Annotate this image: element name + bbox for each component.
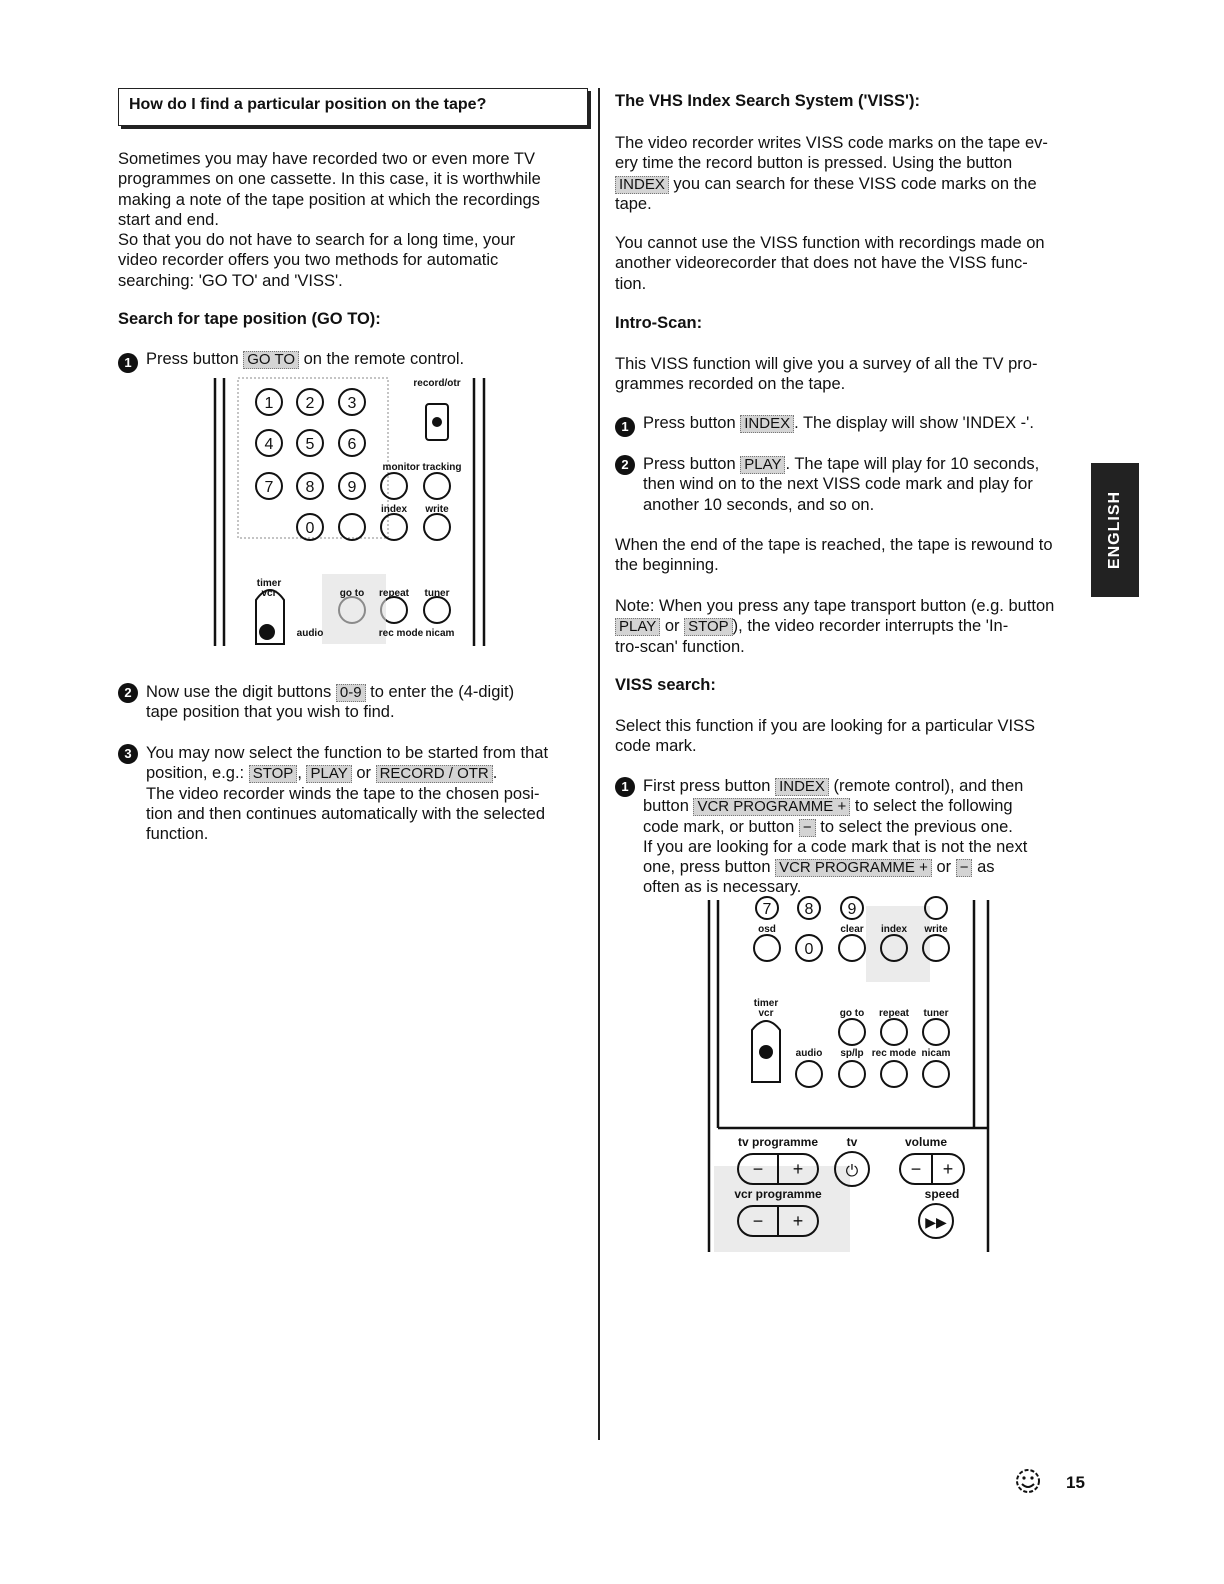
label-recmode: rec mode <box>378 628 424 639</box>
text: tion and then continues automatically with the selected <box>146 804 545 823</box>
text: If you are looking for a code mark that is not the next <box>643 837 1028 856</box>
text: . <box>492 764 498 783</box>
digit-9: 9 <box>847 901 857 918</box>
digit-0: 0 <box>804 941 814 958</box>
text: the beginning. <box>615 556 719 575</box>
text: The video recorder writes VISS code marks on the tape ev- <box>615 134 1048 152</box>
svg-text:−: − <box>752 1159 764 1179</box>
language-tab-label: ENGLISH <box>1106 490 1123 570</box>
label-osd: osd <box>758 924 776 935</box>
text-line: programmes on one cassette. In this case, it is worthwhile <box>118 170 541 189</box>
text: This VISS function will give you a survey of all the TV pro- <box>615 355 1038 373</box>
text-line: So that you do not have to search for a long time, your <box>118 231 516 250</box>
play-key: PLAY <box>740 456 785 474</box>
intro-scan-paragraph <box>615 354 1085 395</box>
text: Press button <box>643 455 741 473</box>
text: (remote control), and then <box>828 777 1024 795</box>
language-tab <box>1091 463 1139 597</box>
label-clear: clear <box>840 924 864 935</box>
digit-8: 8 <box>804 901 814 918</box>
svg-text:⏻: ⏻ <box>845 1163 859 1180</box>
viss-paragraph-2 <box>615 233 1085 294</box>
viss-search-step-1 <box>615 776 1095 898</box>
text: to enter the (4-digit) <box>365 683 515 701</box>
svg-text:▶▶: ▶▶ <box>925 1214 947 1230</box>
text: one, press button <box>643 858 776 877</box>
index-key: INDEX <box>775 778 829 796</box>
text-line: making a note of the tape position at which the recordings <box>118 190 540 209</box>
text-line: start and end. <box>118 210 219 229</box>
svg-text:+: + <box>792 1211 804 1231</box>
record-key: RECORD / OTR <box>376 765 493 783</box>
text: button <box>643 797 694 816</box>
text: , <box>297 764 307 783</box>
text: tro-scan' function. <box>615 637 745 656</box>
intro-scan-step-2 <box>615 454 1095 515</box>
page-number: 15 <box>1066 1473 1085 1492</box>
digit-5: 5 <box>305 436 315 453</box>
text: or <box>660 617 685 636</box>
digit-7: 7 <box>762 901 772 918</box>
goto-heading: Search for tape position (GO TO): <box>118 310 381 328</box>
label-audio: audio <box>296 628 324 639</box>
label-repeat: repeat <box>378 588 410 599</box>
text: You may now select the function to be started from that <box>146 744 549 762</box>
text: position, e.g.: <box>146 764 249 783</box>
text-line: searching: 'GO TO' and 'VISS'. <box>118 271 343 290</box>
text: You cannot use the VISS function with recordings made on <box>615 234 1045 252</box>
text: tape. <box>615 194 652 213</box>
intro-scan-heading: Intro-Scan: <box>615 314 703 332</box>
text: Now use the digit buttons <box>146 683 336 701</box>
label-index: index <box>880 924 908 935</box>
intro-scan-step-1 <box>615 413 1095 437</box>
end-paragraph <box>615 535 1085 576</box>
text-line: Sometimes you may have recorded two or even more TV <box>118 150 535 168</box>
text: First press button <box>643 777 776 795</box>
text: When the end of the tape is reached, the tape is rewound to <box>615 536 1053 554</box>
text: as <box>972 858 995 877</box>
text: to select the following <box>850 797 1013 816</box>
play-key: PLAY <box>306 765 351 783</box>
step-number: 2 <box>118 683 138 703</box>
label-nicam: nicam <box>921 1048 951 1059</box>
label-splp: sp/lp <box>840 1048 864 1059</box>
minus-key: − <box>799 819 816 837</box>
label-tv: tv <box>846 1135 858 1149</box>
svg-text:+: + <box>942 1159 954 1179</box>
label-record: record/otr <box>413 378 461 389</box>
goto-step-2 <box>118 682 588 723</box>
text: ), the video recorder interrupts the 'In- <box>732 617 1009 636</box>
viss-paragraph-1 <box>615 133 1085 214</box>
step-number: 2 <box>615 455 635 475</box>
text: Press button <box>643 414 741 432</box>
text: The video recorder winds the tape to the chosen posi- <box>146 784 540 803</box>
label-vcr: vcr <box>261 588 277 599</box>
svg-text:+: + <box>792 1159 804 1179</box>
text: tape position that you wish to find. <box>146 703 395 722</box>
label-tuner: tuner <box>923 1008 949 1019</box>
text: ery time the record button is pressed. Using the button <box>615 154 1013 173</box>
smiley-icon <box>1012 1464 1044 1498</box>
digit-0: 0 <box>305 520 315 537</box>
column-divider <box>598 88 600 1440</box>
text: . The tape will play for 10 seconds, <box>785 455 1040 473</box>
label-repeat: repeat <box>878 1008 910 1019</box>
svg-text:−: − <box>910 1159 922 1179</box>
digit-keys: 0-9 <box>336 684 366 702</box>
digit-9: 9 <box>347 479 357 496</box>
index-key: INDEX <box>740 415 794 433</box>
digit-3: 3 <box>347 395 357 412</box>
text: another videorecorder that does not have the VISS func- <box>615 254 1028 273</box>
text: code mark, or button <box>643 817 799 836</box>
goto-step-3 <box>118 743 593 844</box>
label-write: write <box>924 924 948 935</box>
remote-control-illustration-1 <box>212 374 494 648</box>
digit-7: 7 <box>264 479 274 496</box>
play-key: PLAY <box>615 618 660 636</box>
label-volume: volume <box>904 1135 948 1149</box>
viss-heading: The VHS Index Search System ('VISS'): <box>615 92 920 110</box>
text: on the remote control. <box>299 350 465 368</box>
text: . The display will show 'INDEX -'. <box>794 414 1034 432</box>
text: another 10 seconds, and so on. <box>643 495 875 514</box>
label-vcr-programme: vcr programme <box>734 1187 822 1201</box>
label-tuner: tuner <box>424 588 450 599</box>
remote-control-illustration-2 <box>706 896 992 1256</box>
text: Select this function if you are looking for a particular VISS <box>615 717 1036 735</box>
goto-key: GO TO <box>243 351 299 369</box>
label-index: index <box>380 504 408 515</box>
text: you can search for these VISS code marks on the <box>668 174 1037 193</box>
text-line: video recorder offers you two methods for automatic <box>118 251 499 270</box>
text: code mark. <box>615 737 697 756</box>
text: or <box>931 858 956 877</box>
index-key: INDEX <box>615 176 669 194</box>
intro-paragraph <box>118 149 588 291</box>
viss-search-paragraph <box>615 716 1085 757</box>
text: grammes recorded on the tape. <box>615 375 846 394</box>
digit-6: 6 <box>347 436 357 453</box>
digit-2: 2 <box>305 395 315 412</box>
vcr-programme-plus-key: VCR PROGRAMME + <box>693 798 850 816</box>
label-audio: audio <box>795 1048 823 1059</box>
label-goto: go to <box>839 1008 865 1019</box>
label-goto: go to <box>339 588 365 599</box>
digit-4: 4 <box>264 436 274 453</box>
vcr-programme-plus-key: VCR PROGRAMME + <box>775 859 932 877</box>
minus-key: − <box>956 859 973 877</box>
svg-text:−: − <box>752 1211 764 1231</box>
label-nicam: nicam <box>425 628 455 639</box>
section-heading-box <box>118 88 588 126</box>
section-heading: How do I find a particular position on the tape? <box>129 96 487 113</box>
step-number: 1 <box>615 777 635 797</box>
text: Press button <box>146 350 244 368</box>
text: to select the previous one. <box>815 817 1013 836</box>
digit-8: 8 <box>305 479 315 496</box>
text: tion. <box>615 274 647 293</box>
label-vcr: vcr <box>758 1008 774 1019</box>
text: function. <box>146 825 209 844</box>
text: When you press any tape transport button (e.g. button <box>654 597 1055 615</box>
text: often as is necessary. <box>643 878 802 897</box>
text: then wind on to the next VISS code mark and play for <box>643 475 1033 494</box>
step-number: 1 <box>118 353 138 373</box>
note-label: Note: <box>615 597 655 615</box>
label-write: write <box>425 504 449 515</box>
goto-step-1 <box>118 349 588 373</box>
label-monitor: monitor tracking <box>382 462 462 473</box>
stop-key: STOP <box>684 618 733 636</box>
step-number: 3 <box>118 744 138 764</box>
stop-key: STOP <box>249 765 298 783</box>
note-paragraph <box>615 596 1085 657</box>
label-timer: timer <box>753 998 779 1009</box>
digit-1: 1 <box>264 395 274 412</box>
text: or <box>351 764 376 783</box>
label-tv-programme: tv programme <box>737 1135 819 1149</box>
label-recmode: rec mode <box>871 1048 917 1059</box>
label-timer: timer <box>256 578 282 589</box>
label-speed: speed <box>924 1187 960 1201</box>
viss-search-heading: VISS search: <box>615 676 716 694</box>
step-number: 1 <box>615 417 635 437</box>
